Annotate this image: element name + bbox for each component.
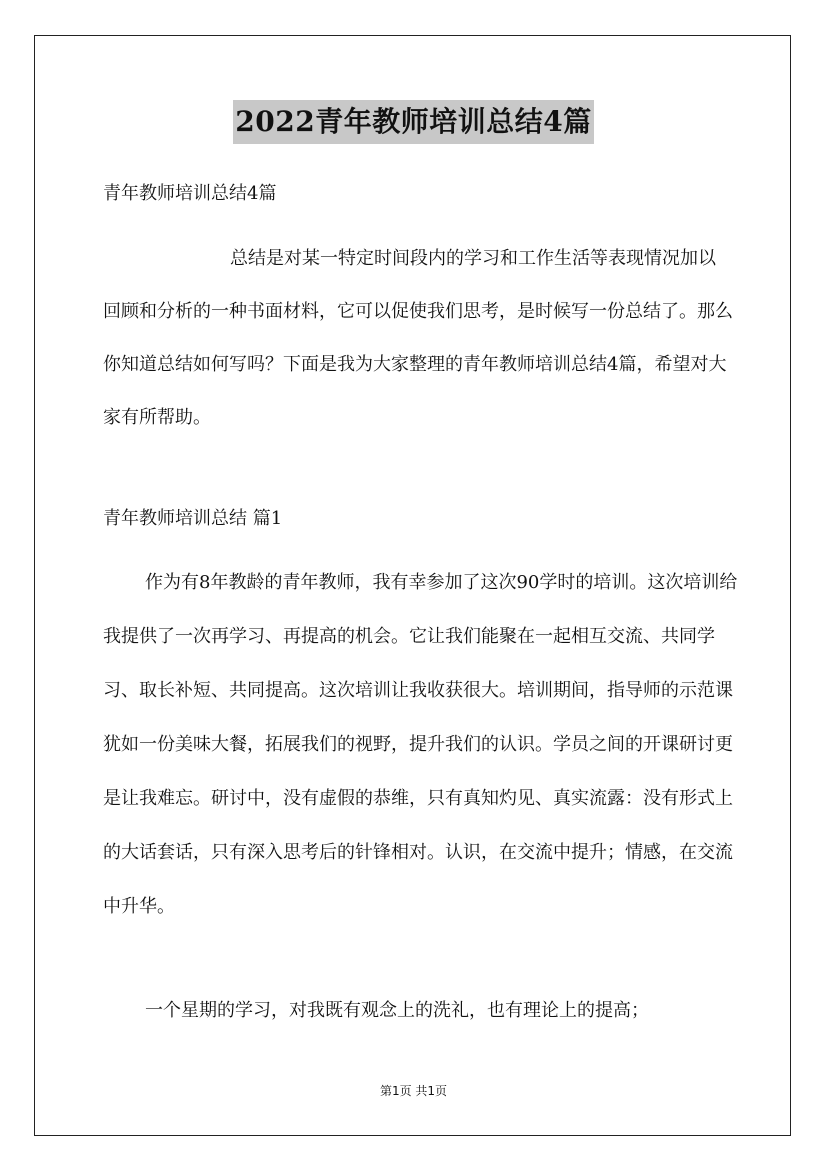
document-subtitle: 青年教师培训总结4篇 xyxy=(103,183,277,204)
section-heading: 青年教师培训总结 篇1 xyxy=(103,508,283,529)
page-footer: 第1页 共1页 xyxy=(379,1084,448,1098)
body-paragraph-1: 作为有8年教龄的青年教师，我有幸参加了这次90学时的培训。这次培训给我提供了一次再学习、再提高的机会。它让我们能聚在一起相互交流、共同学习、取长补短、共同提高。这次培训让我收获很大。培训期间，指导师的示范课犹如一份美味大餐，拓展我们的视野，提升我们的认识。学员之间的开课研讨更是让我难忘。研讨中，没有虚假的恭维，只有真知灼见、真实流露：没有形式上的大话套话，只有深入思考后的针锋相对。认识，在交流中提升；情感，在交流中升华。 xyxy=(103,572,738,917)
title-container xyxy=(0,100,827,144)
intro-paragraph: 总结是对某一特定时间段内的学习和工作生活等表现情况加以回顾和分析的一种书面材料，它可以促使我们思考，是时候写一份总结了。那么你知道总结如何写吗？下面是我为大家整理的青年教师培训总结4篇，希望对大家有所帮助。 xyxy=(103,248,733,428)
document-title: 2022青年教师培训总结4篇 xyxy=(233,100,593,144)
body-paragraph-2: 一个星期的学习，对我既有观念上的洗礼，也有理论上的提高； xyxy=(145,1000,649,1021)
